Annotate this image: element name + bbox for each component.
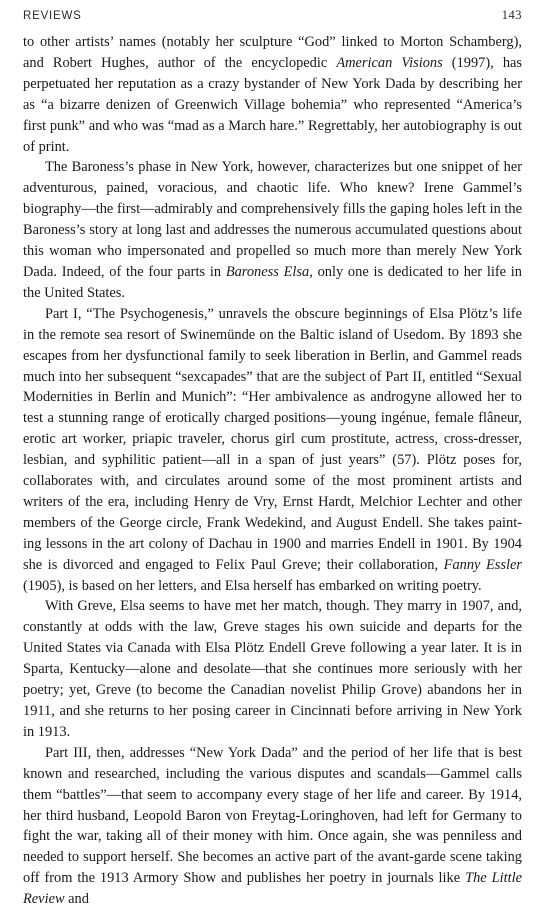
running-head-title: REVIEWS bbox=[23, 10, 82, 22]
page-number: 143 bbox=[501, 8, 522, 22]
italic-title: Fanny Essler bbox=[443, 556, 522, 573]
text-run: , only one is dedicated to her life in the United States. bbox=[23, 263, 522, 301]
paragraph bbox=[23, 596, 522, 742]
article-body bbox=[23, 32, 522, 910]
text-run: and bbox=[64, 891, 89, 908]
running-head bbox=[23, 8, 522, 32]
paragraph bbox=[23, 743, 522, 910]
text-run: (1905), is based on her letters, and Elsa herself has embarked on writing poetry. bbox=[23, 577, 482, 594]
text-run: to other artists’ names (notably her sculpture “God” linked to Morton Schamberg), and Robert Hughes, author of the encyclopedic bbox=[23, 34, 522, 71]
text-run: Part III, then, addresses “New York Dada” and the period of her life that is best known and researched, including the various disputes and scandals—Gammel calls them “battles”—that seem to accompany every stage of her life and career. By 1914, her third husband, Leopold Baron von Freytag-Loringhoven, had left for Germany to fight the war, taking all of their money with him. Once again, she was penniless and needed to support herself. She becomes an active part of the avant-garde scene taking off from the 1913 Armory Show and publishes her poetry in journals like bbox=[23, 744, 522, 887]
italic-title: The Little Review bbox=[23, 870, 522, 908]
paragraph bbox=[23, 157, 522, 303]
italic-title: American Visions bbox=[336, 54, 443, 71]
paragraph bbox=[23, 32, 522, 157]
text-run: The Baroness’s phase in New York, however, characterizes but one snippet of her adventurous, pained, voracious, and chaotic life. Who knew? Irene Gammel’s biography—the first—admirably and comprehensively fills the gaping holes left in the Baroness’s story at long last and addresses the numerous accumulated questions about this woman who impersonated and propelled so much more than merely New York Dada. Indeed, of the four parts in bbox=[23, 159, 522, 280]
italic-title: Baroness Elsa bbox=[225, 263, 310, 280]
paragraph bbox=[23, 304, 522, 597]
text-run: Part I, “The Psychogenesis,” unravels the obscure beginnings of Elsa Plötz’s life in the remote sea resort of Swinemünde on the Baltic island of Usedom. By 1893 she escapes from her dysfunctional family to seek liberation in Berlin, and Gammel reads much into her subsequent “sexcapades” that are the subject of Part II, entitled “Sexual Modernities in Berlin and Munich”: “Her ambivalence as androgyne allowed her to test a stunning range of erotically charged positions—young ingénue, female flâneur, erotic art worker, priapic traveler, chorus girl cum prostitute, actress, cross-dresser, lesbian, and syphilitic patient—all in a span of just years” (57). Plötz poses for, collaborates with, and circulates around some of the most prominent artists and writers of the era, including Henry de Vry, Ernst Hardt, Melchior Lechter and other members of the George circle, Frank Wedekind, and August Endell. She takes painting lessons in the art colony of Dachau in 1900 and marries Endell in 1901. By 1904 she is divorced and engaged to Felix Paul Greve; their collaboration, bbox=[23, 305, 522, 573]
text-run: (1997), has perpetuated her reputation as a crazy bystander of New York Dada by describing her as “a bizarre denizen of Greenwich Village bohemia” who represented “America’s first punk” and who was “mad as a March hare.” Regrettably, her autobiography is out of print. bbox=[23, 54, 523, 155]
text-run: With Greve, Elsa seems to have met her match, though. They marry in 1907, and, constantly at odds with the law, Greve stages his own suicide and departs for the United States via Canada with Elsa Plötz Endell Greve following a year later. It is in Sparta, Kentucky—alone and desolate—that she continues more seriously with her poetry; yet, Greve (to become the Canadian novelist Philip Grove) abandons her in 1911, and she returns to her posing career in Cincinnati before arriving in New York in 1913. bbox=[23, 598, 522, 740]
